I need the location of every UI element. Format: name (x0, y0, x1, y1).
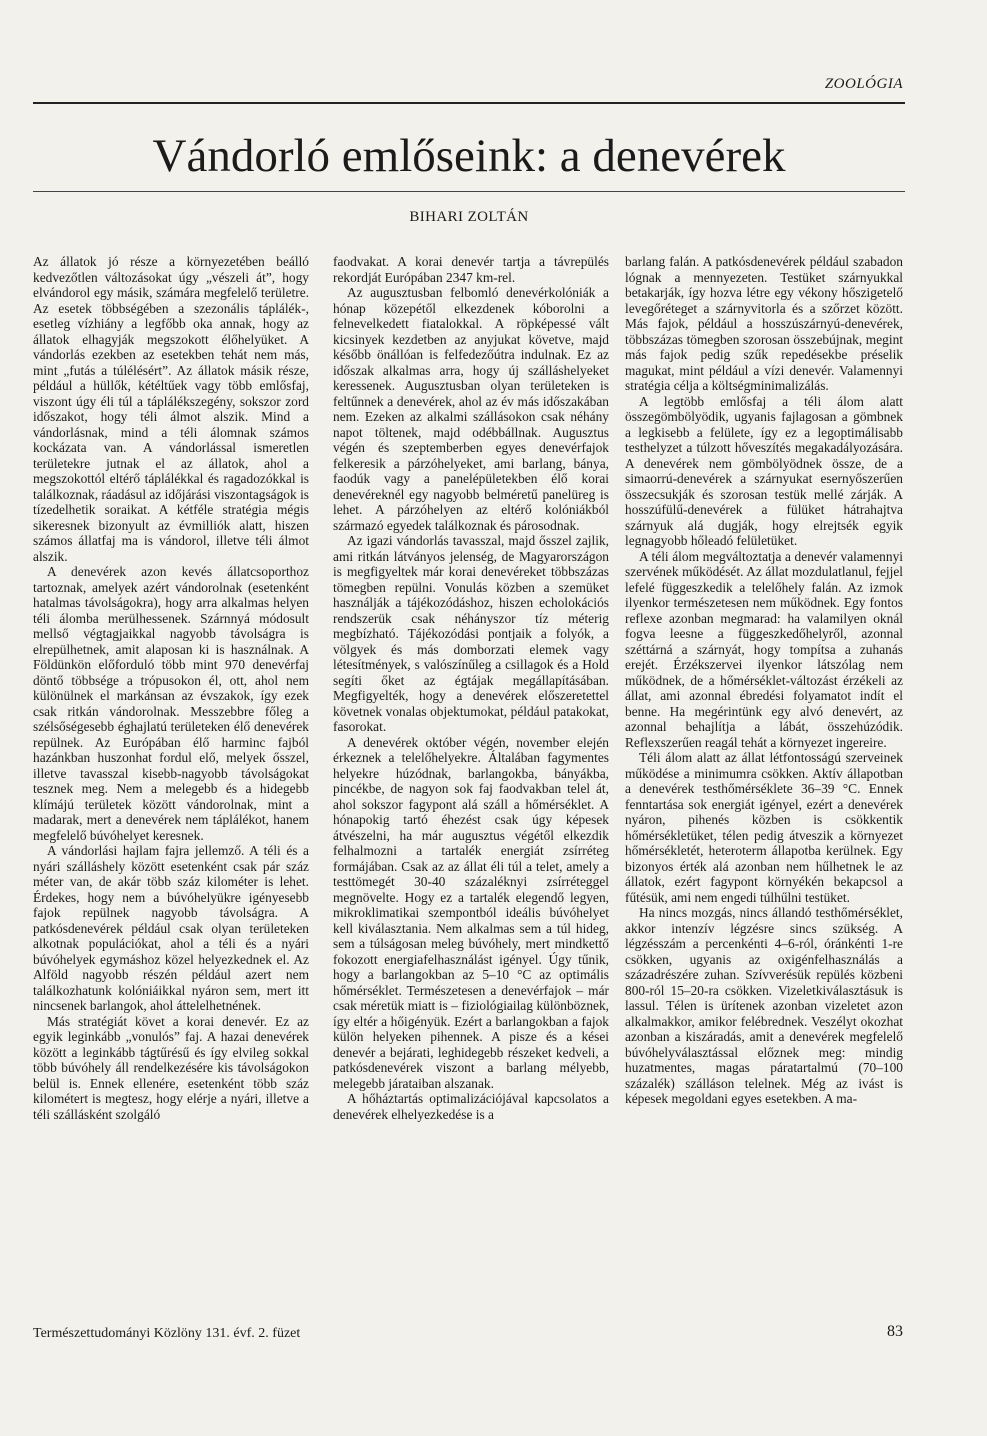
paragraph: A téli álom megváltoztatja a denevér valamennyi szervének működését. Az állat mozdulatlanul, fejjel lefelé függeszkedik a telelőhely falán. Az izmok ilyenkor természetesen nem működnek. Egy fontos reflexe azonban megmarad: ha valamilyen oknál fogva leesne a függeszkedőhelyről, azonnal széttárná a szárnyát, hogy tompítsa a zuhanás erejét. Érzékszervei ilyenkor látszólag nem működnek, de a hőmérséklet-változást érzékeli az állat, ami azonnal ébredési folyamatot indít el benne. Ha megérintünk egy alvó denevért, az azonnal behajlítja a lábát, összehúzódik. Reflexszerűen reagál tehát a környezet ingereire. (625, 548, 903, 750)
paragraph: Téli álom alatt az állat létfontosságú szerveinek működése a minimumra csökken. Aktív állapotban a denevérek testhőmérséklete 36–39 °C. Ennek fenntartása sok energiát igényel, ezért a denevérek nyáron, pihenés közben is csökkentik hőmérsékletüket, télen pedig átveszik a környezet hőmérsékletét, heteroterm állapotba kerülnek. Egy bizonyos érték alá azonban nem hűlhetnek le az állatok, ezért fagypont környékén bekapcsol a fűtésük, ami nem engedi túlhűlni testüket. (625, 750, 903, 905)
paragraph: Ha nincs mozgás, nincs állandó testhőmérséklet, akkor intenzív légzésre sincs szükség. A légzésszám a percenkénti 4–6-ról, óránkénti 1-re csökken, ugyanis az oxigénfelhasználás a századrészére zuhan. Szívverésük repülés közbeni 800-ról 15–20-ra csökken. Vizeletkiválasztásuk is lassul. Télen is ürítenek azonban vizeletet azon alkalmakkor, amikor felébrednek. Veszélyt okozhat azonban a kiszáradás, amit a denevérek megfelelő búvóhelyválasztással előznek meg: mindig huzatmentes, magas páratartalmú (70–100 százalék) szálláson telelnek. Még az ivást is képesek megoldani egyes esetekben. A ma- (625, 905, 903, 1106)
paragraph: barlang falán. A patkósdenevérek például szabadon lógnak a mennyezeten. Testüket szárnyukkal betakarják, így hozva létre egy vékony hőszigetelő levegőréteget a szárnyvitorla és a szőrzet között. Más fajok, például a hosszúszárnyú-denevérek, többszázas tömegben szorosan összebújnak, megint más fajok pedig szűk repedésekbe préselik magukat, mint például a vízi denevér. Valamennyi stratégia célja a költségminimalizálás. (625, 254, 903, 393)
title-rule (33, 191, 905, 192)
text-column-3 (625, 254, 903, 1314)
paragraph: A hőháztartás optimalizációjával kapcsolatos a denevérek elhelyezkedése is a (333, 1091, 609, 1122)
paragraph: Az igazi vándorlás tavasszal, majd ősszel zajlik, ami ritkán látványos jelenség, de Magyarországon is megfigyeltek már korai denevéreket többszázas tömegben repülni. Vonulás közben a szemüket használják a tájékozódáshoz, hiszen echolokációs rendszerük csak néhányszor tíz méterig megbízható. Tájékozódási pontjaik a folyók, a völgyek és más domborzati elemek vagy létesítmények, s valószínűleg a csillagok és a Hold segíti őket az égtájak megállapításában. Megfigyelték, hogy a denevérek előszeretettel követnek vonalas objektumokat, például patakokat, fasorokat. (333, 533, 609, 734)
author-name: BIHARI ZOLTÁN (409, 209, 529, 225)
paragraph: A denevérek azon kevés állatcsoporthoz tartoznak, amelyek azért vándorolnak (esetenként hatalmas távolságokra), hogy arra alkalmas helyen téli álomba merülhessenek. Szárnnyá módosult mellső végtagjaikkal nagyobb távolságra is elrepülhetnek, amit alaposan ki is használnak. A Földünkön előforduló több mint 970 denevérfaj döntő többsége a trópusokon él, ott, ahol nem különülnek el markánsan az évszakok, így ezek csak ritkán vándorolnak. Messzebbre főleg a szélsőségesebb éghajlatú területeken élő denevérek repülnek. Az Európában élő harminc fajból hazánkban huszonhat fordul elő, melyek ősszel, illetve tavasszal kisebb-nagyobb távolságokat tesznek meg. Nem a melegebb és a hidegebb klímájú területek között vándorolnak, mint a madarak, mert a denevérek nem táplálékot, hanem megfelelő búvóhelyet keresnek. (33, 564, 309, 843)
section-label: ZOOLÓGIA (824, 76, 903, 92)
page-number: 83 (887, 1323, 903, 1340)
paragraph: A vándorlási hajlam fajra jellemző. A téli és a nyári szálláshely között esetenként csak pár száz méter van, de akár több száz kilométer is lehet. Érdekes, hogy nem a búvóhelyükre igényesebb fajok repülnek nagyobb távolságra. A patkósdenevérek például csak olyan területeken alkotnak populációkat, ahol a téli és a nyári búvóhelyek egymáshoz közel helyezkednek el. Az Alföld nagyobb részén például azert nem találkozhatunk kolóniáikkal nyáron sem, mert itt nincsenek barlangok, ahol áttelelhetnének. (33, 843, 309, 1013)
paragraph: Más stratégiát követ a korai denevér. Ez az egyik leginkább „vonulós” faj. A hazai denevérek között a leginkább tágtűrésű és így elvileg sokkal több búvóhely áll rendelkezésére kis távolságokon belül is. Ennek ellenére, esetenként több száz kilométert is megtesz, hogy elérje a nyári, illetve a téli szállásként szolgáló (33, 1013, 309, 1122)
paragraph: Az állatok jó része a környezetében beálló kedvezőtlen változásokat úgy „vészeli át”, hogy elvándorol egy másik, számára megfelelő területre. Az esetek többségében a szezonális táplálék-, esetleg vízhiány a legfőbb oka annak, hogy az állatok elhagyják megszokott élőhelyüket. A vándorlás ezekben az esetekben tehát nem más, mint „futás a túlélésért”. Az állatok másik része, például a hüllők, kétéltűek vagy több emlősfaj, viszont úgy éli túl a táplálékszegény, sokszor zord időszakot, hogy téli álmot alszik. Mind a vándorlásnak, mind a téli álomnak számos kockázata van. A vándorlással ismeretlen területekre jutnak el az állatok, ahol a megszokottól eltérő táplálékkal és ragadozókkal is találkoznak, ráadásul az időjárási viszontagságok is tízedelhetik soraikat. A kétféle stratégia mégis sikeresnek bizonyult az évmilliók alatt, hiszen számos állatfaj ma is vándorol, illetve téli álmot alszik. (33, 254, 309, 564)
journal-footer: Természettudományi Közlöny 131. évf. 2. füzet (33, 1326, 301, 1341)
paragraph: A denevérek október végén, november elején érkeznek a telelőhelyekre. Általában fagymentes helyekre húzódnak, barlangokba, bányákba, pincékbe, de nagyon sok faj faodvakban telel át, ahol sokszor fagypont alá száll a hőmérséklet. A hónapokig tartó éhezést csak úgy képesek átvészelni, ha már augusztus végétől elkezdik felhalmozni a tartalék energiát zsírréteg formájában. Csak az az állat éli túl a telet, amely a testtömegét 30-40 százaléknyi zsírréteggel megnövelte. Hogy ez a tartalék elegendő legyen, mikroklimatikai szempontból ideális búvóhelyet kell kiválasztania. Nem alkalmas sem a túl hideg, sem a túlságosan meleg búvóhely, mert mindkettő fokozott energiafelhasználást igényel. Úgy tűnik, hogy a barlangokban az 5–10 °C az optimális hőmérséklet. Természetesen a denevérfajok – már csak méretük miatt is – fiziológiailag különböznek, így eltér a hőigényük. Ezért a barlangokban a fajok külön helyeken pihennek. A pisze és a kései denevér a bejárati, leghidegebb részeket kedveli, a patkósdenevérek viszont a barlang mélyebb, melegebb járataiban alszanak. (333, 734, 609, 1091)
header-rule (33, 102, 905, 104)
article-title: Vándorló emlőseink: a denevérek (152, 130, 786, 182)
paragraph: A legtöbb emlősfaj a téli álom alatt összegömbölyödik, ugyanis fajlagosan a gömbnek a legkisebb a felülete, így ez a legoptimálisabb testhelyzet a túlzott hőveszítés megakadályozására. A denevérek nem gömbölyödnek össze, de a simaorrú-denevérek a szárnyukat esernyőszerűen összecsukják és szorosan testük mellé zárják. A hosszúfülű-denevérek a fülüket hátrahajtva szárnyuk alá dugják, hogy elrejtsék egyik legnagyobb hőleadó felületüket. (625, 393, 903, 548)
text-column-2 (333, 254, 609, 1314)
paragraph: Az augusztusban felbomló denevérkolóniák a hónap közepétől elkezdenek kóborolni a felnevelkedett fiatalokkal. A röpképessé vált kicsinyek kezdetben az anyjukat követve, majd később önállóan is felfedezőútra indulnak. Ez az időszak alkalmas arra, hogy új szálláshelyeket keressenek. Augusztusban olyan területeken is feltűnnek a denevérek, ahol az év más időszakában nem. Ezeken az alkalmi szállásokon csak néhány napot töltenek, majd odébbállnak. Augusztus végén és szeptemberben egyes denevérfajok felkeresik a párzóhelyeket, ami barlang, bánya, faodúk vagy a panelépületekben élő korai denevéreknél egy nagyobb belméretű panelüreg is lehet. A párzóhelyen az eltérő kolóniákból származó egyedek találkoznak és párosodnak. (333, 285, 609, 533)
text-column-1 (33, 254, 309, 1314)
paragraph: faodvakat. A korai denevér tartja a távrepülés rekordját Európában 2347 km-rel. (333, 254, 609, 285)
